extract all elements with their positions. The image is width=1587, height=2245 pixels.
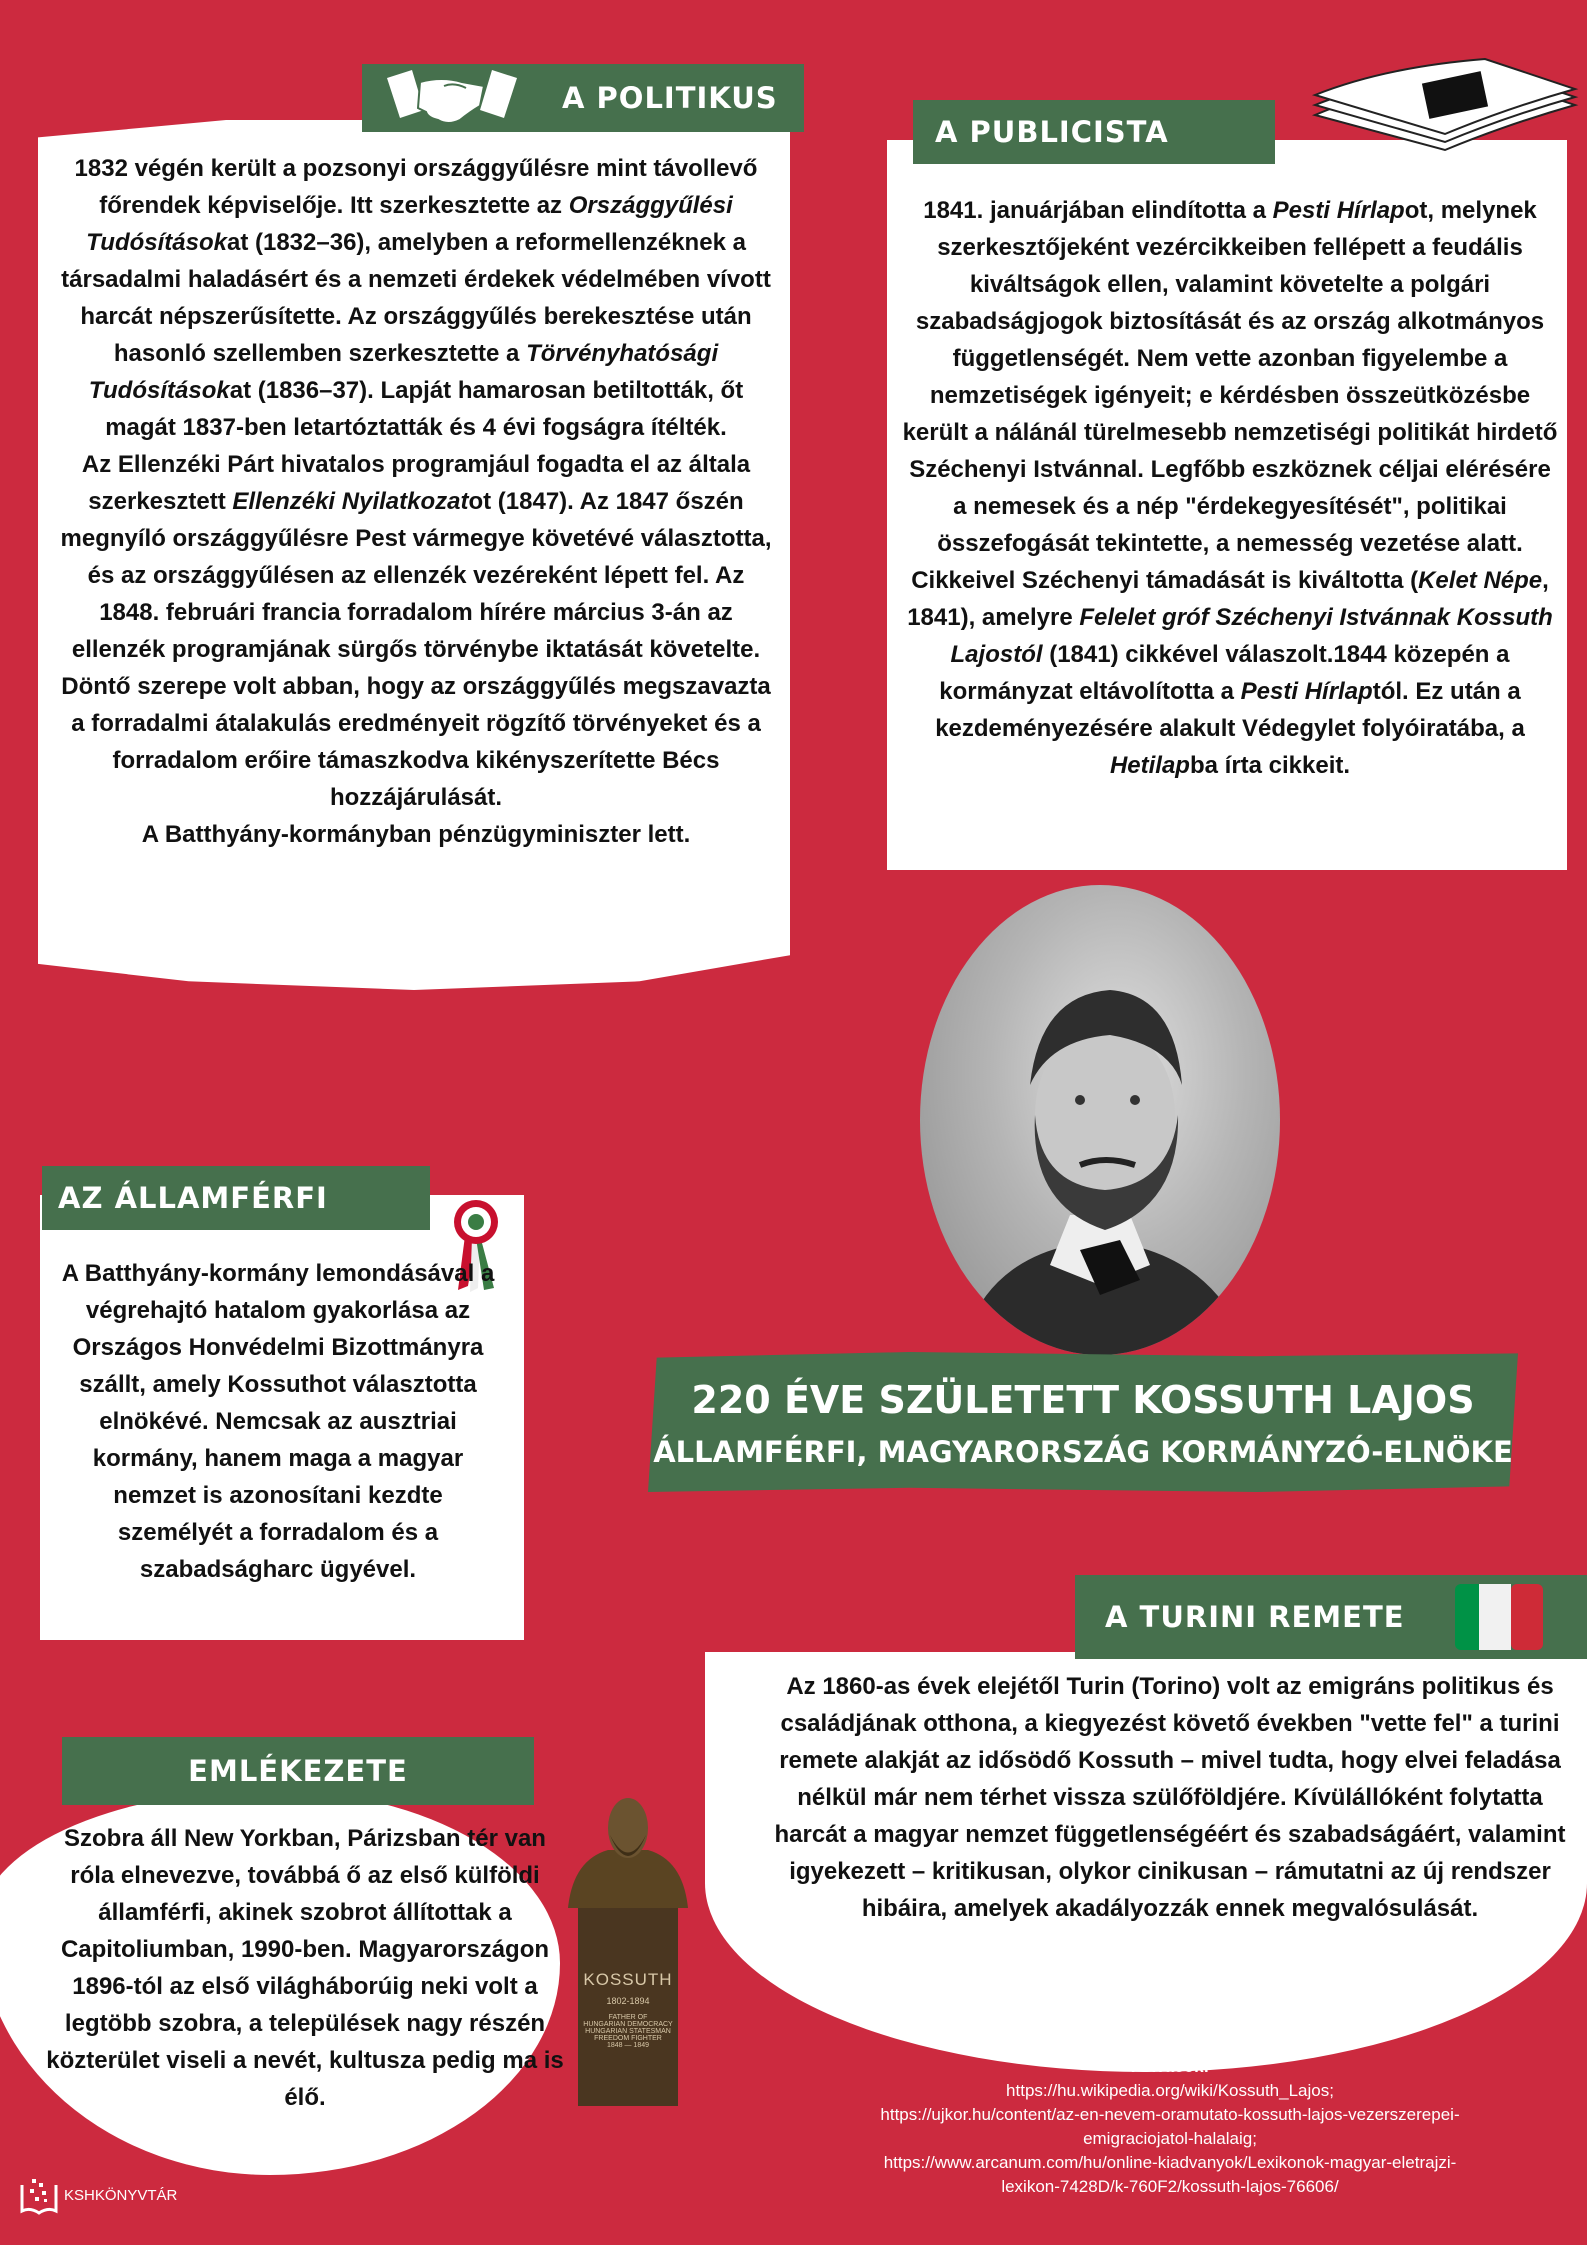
portrait-illustration — [920, 885, 1280, 1355]
handshake-icon — [382, 68, 522, 128]
publicista-text: 1841. januárjában elindította a Pesti Hírlapot, melynek szerkesztőjeként vezércikkeiben fellépett a feudális kiváltságok ellen, valamint követelte a polgári szabadságjogok biztosítását és az ország alkotmányos függetlenségét. Nem vette azonban figyelembe a nemzetiségek igényeit; e kérdésben összeütközésbe került a nálánál türelmesebb nemzetiségi politikát hirdető Széchenyi Istvánnal. Legfőbb eszköznek céljai elérésére a nemesek és a nép "érdekegyesítését", politikai összefogását tekintette, a nemesség vezetése alatt. Cikkeivel Széchenyi támadását is kiváltotta (Kelet Népe, 1841), amelyre Felelet gróf Széchenyi Istvánnak Kossuth Lajostól (1841) cikkével válaszolt.1844 közepén a kormányzat eltávolította a Pesti Hírlaptól. Ez után a kezdeményezésére alakult Védegylet folyóiratába, a Hetilapba írta cikkeit. — [902, 197, 1558, 779]
source-line[interactable]: https://ujkor.hu/content/az-en-nevem-oramutato-kossuth-lajos-vezerszerepei- — [880, 2105, 1460, 2124]
allamferfi-title: AZ ÁLLAMFÉRFI — [58, 1181, 328, 1215]
kossuth-portrait — [920, 885, 1280, 1355]
statue-bust — [568, 1790, 688, 1910]
politikus-title: A POLITIKUS — [562, 81, 778, 115]
book-logo-icon — [20, 2175, 58, 2215]
sources-heading: Források: — [1130, 2057, 1210, 2076]
politikus-tag — [362, 64, 804, 132]
kshkonyvtar-logo — [20, 2175, 177, 2215]
banner-title: 220 ÉVE SZÜLETETT KOSSUTH LAJOS — [691, 1378, 1475, 1422]
source-line[interactable]: emigraciojatol-halalaig; — [1083, 2129, 1257, 2148]
newspaper-icon — [1305, 55, 1585, 155]
politikus-paragraph-2: Az Ellenzéki Párt hivatalos programjául fogadta el az általa szerkesztett Ellenzéki Nyilatkozatot (1847). Az 1847 őszén megnyíló országgyűlésre Pest vármegye követévé választotta, és az országgyűlésen az ellenzék vezéreként lépett fel. Az 1848. februári francia forradalom hírére március 3-án az ellenzék programjának sürgős törvénybe iktatását követelte. Döntő szerepe volt abban, hogy az országgyűlés megszavazta a forradalmi átalakulás eredményeit rögzítő törvényeket és a forradalom erőire támaszkodva kikényszerítette Bécs hozzájárulását. — [60, 451, 772, 811]
allamferfi-text: A Batthyány-kormány lemondásával a végrehajtó hatalom gyakorlása az Országos Honvédelmi Bizottmányra szállt, amely Kossuthot választotta elnökévé. Nemcsak az ausztriai kormány, hanem maga a magyar nemzet is azonosítani kezdte személyét a forradalom és a szabadságharc ügyével. — [61, 1260, 495, 1583]
emlekezete-tag — [62, 1737, 534, 1805]
italian-flag-icon — [1455, 1584, 1543, 1650]
turini-title: A TURINI REMETE — [1105, 1600, 1405, 1634]
turini-text: Az 1860-as évek elejétől Turin (Torino) volt az emigráns politikus és családjának otthona, a kiegyezést követő években "vette fel" a turini remete alakját az idősödő Kossuth – mivel tudta, hogy elvei feladása nélkül már nem térhet vissza szülőföldjére. Kívülállóként folytatta harcát a magyar nemzet függetlenségéért és szabadságáért, valamint igyekezett – kritikusan, olykor cinikusan – rámutatni az új rendszer hibáira, amelyek akadályozzák ennek megvalósulását. — [774, 1673, 1566, 1922]
sources — [770, 2055, 1570, 2199]
source-line[interactable]: https://www.arcanum.com/hu/online-kiadvanyok/Lexikonok-magyar-eletrajzi- — [883, 2153, 1457, 2172]
logo-text: KSHKÖNYVTÁR — [64, 2186, 178, 2204]
source-line[interactable]: https://hu.wikipedia.org/wiki/Kossuth_Lajos; — [1006, 2081, 1334, 2100]
emlekezete-text: Szobra áll New Yorkban, Párizsban tér van róla elnevezve, továbbá ő az első külföldi államférfi, akinek szobrot állítottak a Capitoliumban, 1990-ben. Magyarországon 1896-tól az első világháborúig neki volt a legtöbb szobra, a települések nagy részén közterület viseli a nevét, kultusza pedig ma is élő. — [46, 1825, 564, 2111]
statue-pedestal: KOSSUTH 1802-1894 FATHER OF HUNGARIAN DEMOCRACY HUNGARIAN STATESMAN FREEDOM FIGHTER 1848 — 1849 — [578, 1908, 678, 2106]
politikus-paragraph-1: 1832 végén került a pozsonyi országgyűlésre mint távollevő főrendek képviselője. Itt szerkesztette az Országgyűlési Tudósításokat (1832–36), amelyben a reformellenzéknek a társadalmi haladásért és a nemzeti érdekek védelmében vívott harcát népszerűsítette. Az országgyűlés berekesztése után hasonló szellemben szerkesztette a Törvényhatósági Tudósításokat (1836–37). Lapját hamarosan betiltották, őt magát 1837-ben letartóztatták és 4 évi fogságra ítélték. — [61, 155, 771, 441]
title-banner — [648, 1352, 1518, 1492]
politikus-paragraph-3: A Batthyány-kormányban pénzügyminiszter lett. — [141, 821, 691, 848]
turini-tag — [1075, 1575, 1587, 1659]
publicista-title: A PUBLICISTA — [935, 115, 1169, 149]
banner-subtitle: ÁLLAMFÉRFI, MAGYARORSZÁG KORMÁNYZÓ-ELNÖKE — [653, 1435, 1513, 1469]
allamferfi-tag — [42, 1166, 430, 1230]
politikus-text — [55, 150, 777, 853]
emlekezete-title: EMLÉKEZETE — [188, 1754, 408, 1788]
publicista-tag — [913, 100, 1275, 164]
kossuth-statue — [568, 1790, 688, 2110]
source-line[interactable]: lexikon-7428D/k-760F2/kossuth-lajos-76606/ — [1001, 2177, 1339, 2196]
